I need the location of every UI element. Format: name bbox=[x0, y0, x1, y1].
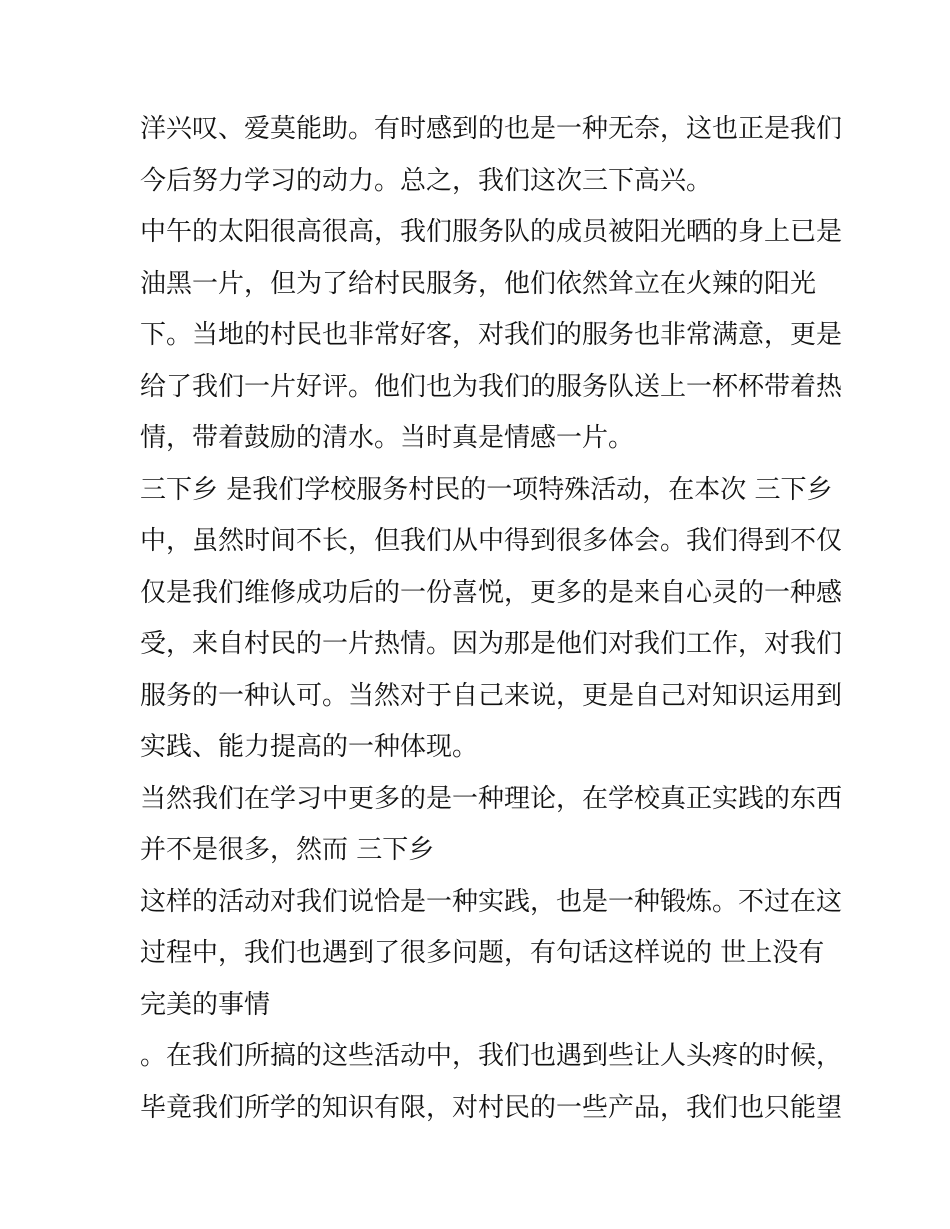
text-line: 中午的太阳很高很高，我们服务队的成员被阳光晒的身上已是 bbox=[140, 217, 843, 247]
text-line: 毕竟我们所学的知识有限，对村民的一些产品，我们也只能望 bbox=[140, 1092, 843, 1123]
text-line: 三下乡 是我们学校服务村民的一项特殊活动，在本次 三下乡 bbox=[140, 474, 833, 505]
text-line: 实践、能力提高的一种体现。 bbox=[140, 732, 479, 762]
text-line: 中，虽然时间不长，但我们从中得到很多体会。我们得到不仅 bbox=[140, 526, 843, 556]
text-line: 并不是很多，然而 三下乡 bbox=[140, 835, 435, 865]
text-line: 给了我们一片好评。他们也为我们的服务队送上一杯杯带着热 bbox=[140, 371, 843, 402]
text-line: 油黑一片，但为了给村民服务，他们依然耸立在火辣的阳光 bbox=[140, 268, 817, 299]
text-line: 这样的活动对我们说恰是一种实践，也是一种锻炼。不过在这 bbox=[140, 886, 843, 917]
text-line: 情，带着鼓励的清水。当时真是情感一片。 bbox=[140, 423, 635, 453]
text-line: 完美的事情 bbox=[140, 989, 271, 1020]
text-line: 仅是我们维修成功后的一份喜悦，更多的是来自心灵的一种感 bbox=[140, 577, 843, 608]
text-line: 服务的一种认可。当然对于自己来说，更是自己对知识运用到 bbox=[140, 680, 843, 711]
text-line: 下。当地的村民也非常好客，对我们的服务也非常满意，更是 bbox=[140, 320, 843, 350]
body-text bbox=[140, 104, 843, 1134]
text-line: 过程中，我们也遇到了很多问题，有句话这样说的 世上没有 bbox=[140, 938, 825, 968]
text-line: 受，来自村民的一片热情。因为那是他们对我们工作，对我们 bbox=[140, 629, 843, 659]
text-line: 当然我们在学习中更多的是一种理论，在学校真正实践的东西 bbox=[140, 783, 843, 814]
text-line: 洋兴叹、爱莫能助。有时感到的也是一种无奈，这也正是我们 bbox=[140, 114, 843, 144]
text-line: 今后努力学习的动力。总之，我们这次三下高兴。 bbox=[140, 165, 713, 196]
text-line: 。在我们所搞的这些活动中，我们也遇到些让人头疼的时候， bbox=[140, 1041, 843, 1071]
